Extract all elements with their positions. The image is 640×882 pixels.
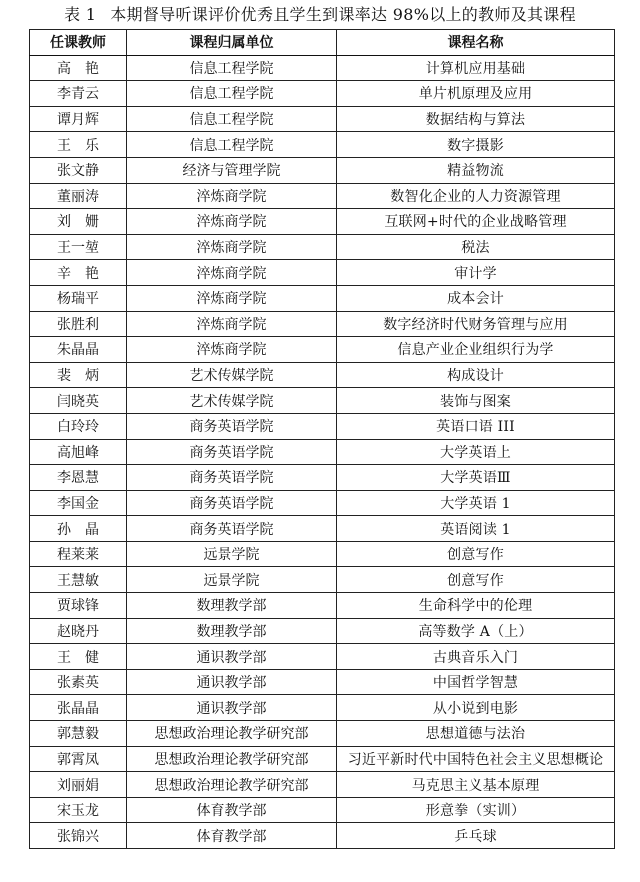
teacher-cell: 刘 姗: [30, 209, 127, 235]
table-row: [30, 55, 615, 81]
teacher-cell: 李国金: [30, 490, 127, 516]
unit-cell: 体育教学部: [127, 797, 337, 823]
unit-cell: 信息工程学院: [127, 132, 337, 158]
teacher-cell: 谭月辉: [30, 106, 127, 132]
table-row: [30, 413, 615, 439]
table-row: [30, 157, 615, 183]
teacher-cell: 张晶晶: [30, 695, 127, 721]
header-teacher: 任课教师: [30, 30, 127, 56]
table-row: [30, 721, 615, 747]
header-course: 课程名称: [337, 30, 615, 56]
course-cell: 从小说到电影: [337, 695, 615, 721]
unit-cell: 体育教学部: [127, 823, 337, 849]
course-cell: 信息产业企业组织行为学: [337, 337, 615, 363]
teacher-cell: 孙 晶: [30, 516, 127, 542]
course-cell: 互联网+时代的企业战略管理: [337, 209, 615, 235]
table-header: [30, 30, 615, 56]
teacher-cell: 李恩慧: [30, 465, 127, 491]
teacher-cell: 贾球锋: [30, 593, 127, 619]
unit-cell: 淬炼商学院: [127, 311, 337, 337]
unit-cell: 通识教学部: [127, 644, 337, 670]
header-row: [30, 30, 615, 56]
table-row: [30, 797, 615, 823]
unit-cell: 信息工程学院: [127, 81, 337, 107]
unit-cell: 信息工程学院: [127, 55, 337, 81]
table-title: 本期督导听课评价优秀且学生到课率达 98%以上的教师及其课程: [110, 5, 576, 24]
teacher-course-table: [29, 29, 615, 849]
course-cell: 大学英语上: [337, 439, 615, 465]
course-cell: 生命科学中的伦理: [337, 593, 615, 619]
course-cell: 古典音乐入门: [337, 644, 615, 670]
unit-cell: 艺术传媒学院: [127, 362, 337, 388]
teacher-cell: 董丽涛: [30, 183, 127, 209]
unit-cell: 信息工程学院: [127, 106, 337, 132]
course-cell: 装饰与图案: [337, 388, 615, 414]
teacher-cell: 闫晓英: [30, 388, 127, 414]
table-row: [30, 644, 615, 670]
table-caption: [0, 4, 640, 26]
teacher-cell: 裴 炳: [30, 362, 127, 388]
teacher-cell: 李青云: [30, 81, 127, 107]
teacher-cell: 赵晓丹: [30, 618, 127, 644]
table-row: [30, 388, 615, 414]
table-row: [30, 695, 615, 721]
unit-cell: 通识教学部: [127, 695, 337, 721]
table-row: [30, 541, 615, 567]
table-row: [30, 337, 615, 363]
course-cell: 创意写作: [337, 541, 615, 567]
course-cell: 习近平新时代中国特色社会主义思想概论: [337, 746, 615, 772]
unit-cell: 经济与管理学院: [127, 157, 337, 183]
course-cell: 成本会计: [337, 285, 615, 311]
teacher-cell: 杨瑞平: [30, 285, 127, 311]
unit-cell: 商务英语学院: [127, 516, 337, 542]
teacher-cell: 张素英: [30, 669, 127, 695]
teacher-cell: 王一堃: [30, 234, 127, 260]
table-row: [30, 311, 615, 337]
table-row: [30, 439, 615, 465]
table-row: [30, 132, 615, 158]
table-row: [30, 209, 615, 235]
course-cell: 精益物流: [337, 157, 615, 183]
unit-cell: 远景学院: [127, 567, 337, 593]
unit-cell: 商务英语学院: [127, 439, 337, 465]
teacher-cell: 郭慧毅: [30, 721, 127, 747]
table-row: [30, 465, 615, 491]
course-cell: 税法: [337, 234, 615, 260]
table-row: [30, 81, 615, 107]
course-cell: 数字经济时代财务管理与应用: [337, 311, 615, 337]
course-cell: 单片机原理及应用: [337, 81, 615, 107]
unit-cell: 淬炼商学院: [127, 234, 337, 260]
teacher-cell: 辛 艳: [30, 260, 127, 286]
table-row: [30, 516, 615, 542]
course-cell: 创意写作: [337, 567, 615, 593]
teacher-cell: 宋玉龙: [30, 797, 127, 823]
table-row: [30, 234, 615, 260]
teacher-cell: 朱晶晶: [30, 337, 127, 363]
course-cell: 数智化企业的人力资源管理: [337, 183, 615, 209]
course-cell: 英语口语 III: [337, 413, 615, 439]
header-unit: 课程归属单位: [127, 30, 337, 56]
unit-cell: 商务英语学院: [127, 490, 337, 516]
teacher-cell: 王 乐: [30, 132, 127, 158]
teacher-cell: 郭霄凤: [30, 746, 127, 772]
table-row: [30, 490, 615, 516]
table-row: [30, 285, 615, 311]
table-row: [30, 593, 615, 619]
course-cell: 构成设计: [337, 362, 615, 388]
teacher-cell: 张文静: [30, 157, 127, 183]
unit-cell: 商务英语学院: [127, 413, 337, 439]
unit-cell: 淬炼商学院: [127, 337, 337, 363]
table-row: [30, 823, 615, 849]
course-cell: 审计学: [337, 260, 615, 286]
table-row: [30, 362, 615, 388]
course-cell: 数字摄影: [337, 132, 615, 158]
course-cell: 中国哲学智慧: [337, 669, 615, 695]
unit-cell: 远景学院: [127, 541, 337, 567]
teacher-cell: 刘丽娟: [30, 772, 127, 798]
table-row: [30, 567, 615, 593]
unit-cell: 思想政治理论教学研究部: [127, 721, 337, 747]
course-cell: 思想道德与法治: [337, 721, 615, 747]
unit-cell: 数理教学部: [127, 618, 337, 644]
table-row: [30, 106, 615, 132]
teacher-cell: 程莱莱: [30, 541, 127, 567]
table-number: 表 1: [64, 5, 97, 24]
course-cell: 高等数学 A（上）: [337, 618, 615, 644]
unit-cell: 数理教学部: [127, 593, 337, 619]
table-row: [30, 183, 615, 209]
course-cell: 大学英语Ⅲ: [337, 465, 615, 491]
course-cell: 大学英语 1: [337, 490, 615, 516]
table-row: [30, 618, 615, 644]
teacher-cell: 王 健: [30, 644, 127, 670]
teacher-cell: 高旭峰: [30, 439, 127, 465]
unit-cell: 商务英语学院: [127, 465, 337, 491]
course-cell: 英语阅读 1: [337, 516, 615, 542]
teacher-cell: 白玲玲: [30, 413, 127, 439]
unit-cell: 通识教学部: [127, 669, 337, 695]
teacher-cell: 王慧敏: [30, 567, 127, 593]
unit-cell: 艺术传媒学院: [127, 388, 337, 414]
table-row: [30, 669, 615, 695]
unit-cell: 思想政治理论教学研究部: [127, 746, 337, 772]
course-cell: 计算机应用基础: [337, 55, 615, 81]
unit-cell: 淬炼商学院: [127, 209, 337, 235]
course-cell: 数据结构与算法: [337, 106, 615, 132]
unit-cell: 淬炼商学院: [127, 285, 337, 311]
table-row: [30, 772, 615, 798]
course-cell: 形意拳（实训）: [337, 797, 615, 823]
unit-cell: 淬炼商学院: [127, 260, 337, 286]
teacher-cell: 张胜利: [30, 311, 127, 337]
course-cell: 马克思主义基本原理: [337, 772, 615, 798]
unit-cell: 思想政治理论教学研究部: [127, 772, 337, 798]
table-body: [30, 55, 615, 848]
table-row: [30, 746, 615, 772]
teacher-cell: 张锦兴: [30, 823, 127, 849]
course-cell: 乒乓球: [337, 823, 615, 849]
teacher-cell: 高 艳: [30, 55, 127, 81]
table-row: [30, 260, 615, 286]
unit-cell: 淬炼商学院: [127, 183, 337, 209]
